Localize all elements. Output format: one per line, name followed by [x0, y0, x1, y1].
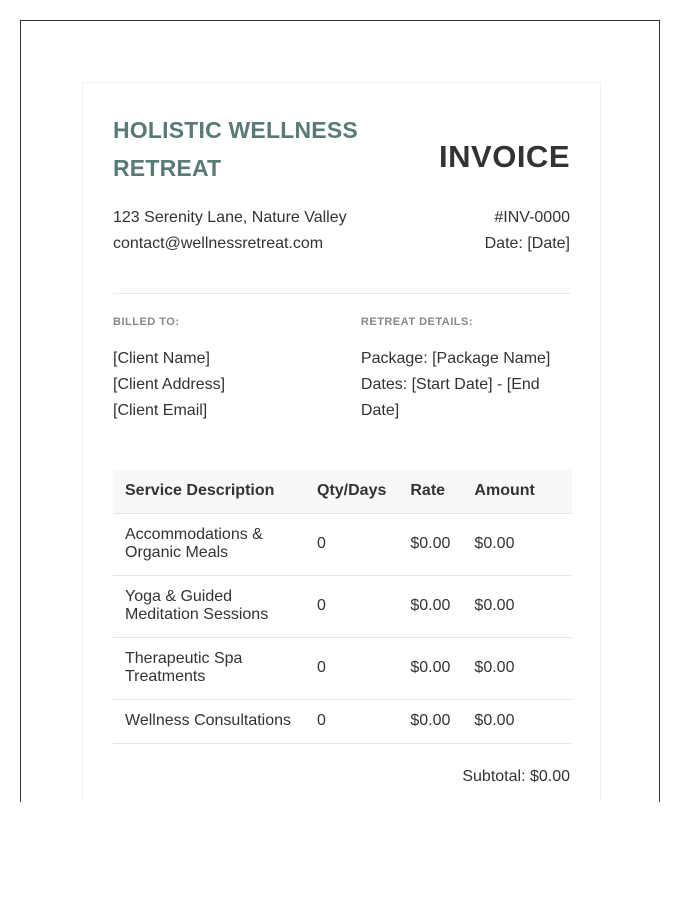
retreat-dates: Dates: [Start Date] - [End Date]	[360, 376, 540, 419]
row-rate: $0.00	[398, 699, 462, 743]
row-amount: $0.00	[462, 513, 572, 575]
package-name: Package: [Package Name]	[360, 350, 551, 367]
retreat-details-block	[361, 316, 570, 424]
invoice-header	[113, 113, 570, 197]
row-rate: $0.00	[398, 575, 462, 637]
client-address: [Client Address]	[113, 376, 226, 393]
table-row	[113, 637, 572, 699]
row-qty: 0	[305, 637, 398, 699]
invoice-date: Date: [Date]	[484, 235, 570, 252]
client-email: [Client Email]	[113, 402, 208, 419]
retreat-details-body	[361, 346, 570, 424]
row-amount: $0.00	[462, 575, 572, 637]
table-row	[113, 699, 572, 743]
billed-to-label: BILLED TO:	[113, 316, 180, 328]
contact-row	[113, 205, 570, 257]
invoice-meta	[485, 205, 570, 257]
row-qty: 0	[305, 513, 398, 575]
header-qty-days: Qty/Days	[305, 470, 398, 513]
subtotal: Subtotal: $0.00	[462, 767, 570, 785]
row-amount: $0.00	[462, 699, 572, 743]
client-name: [Client Name]	[113, 350, 210, 367]
invoice-number: #INV-0000	[494, 209, 570, 226]
billed-to-block	[113, 316, 361, 424]
header-amount: Amount	[462, 470, 572, 513]
row-description: Accommodations & Organic Meals	[113, 513, 305, 575]
invoice-sheet	[82, 82, 601, 802]
table-row	[113, 575, 572, 637]
retreat-details-label: RETREAT DETAILS:	[360, 316, 474, 328]
header-service-description: Service Description	[113, 470, 305, 513]
services-table	[113, 470, 572, 744]
row-amount: $0.00	[462, 637, 572, 699]
document-page	[20, 20, 660, 802]
row-qty: 0	[305, 699, 398, 743]
row-description: Yoga & Guided Meditation Sessions	[113, 575, 305, 637]
table-header-row	[113, 470, 572, 513]
row-rate: $0.00	[398, 513, 462, 575]
billing-section	[113, 316, 570, 424]
header-rate: Rate	[398, 470, 462, 513]
company-address: 123 Serenity Lane, Nature Valley	[113, 209, 347, 226]
invoice-title: INVOICE	[439, 139, 570, 174]
row-description: Wellness Consultations	[113, 699, 305, 743]
row-rate: $0.00	[398, 637, 462, 699]
table-row	[113, 513, 572, 575]
row-description: Therapeutic Spa Treatments	[113, 637, 305, 699]
company-contact	[113, 205, 347, 257]
row-qty: 0	[305, 575, 398, 637]
header-divider	[113, 293, 570, 294]
company-name: HOLISTIC WELLNESS RETREAT	[113, 117, 358, 181]
billed-to-body	[113, 346, 361, 424]
company-email: contact@wellnessretreat.com	[113, 235, 324, 252]
